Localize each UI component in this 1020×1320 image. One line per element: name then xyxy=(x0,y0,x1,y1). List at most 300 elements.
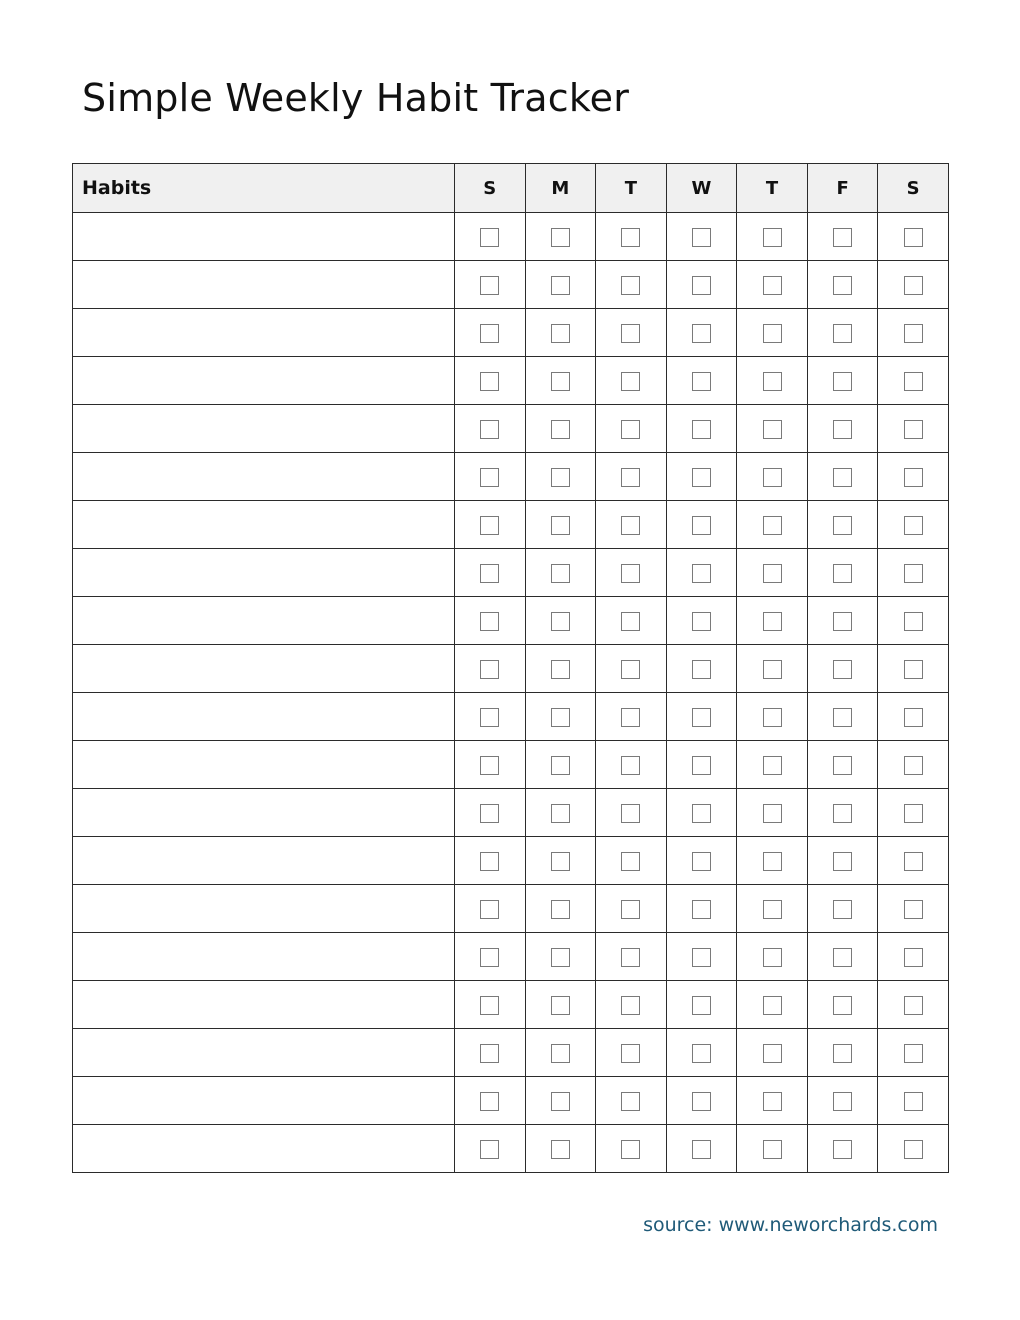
day-cell-saturday xyxy=(878,261,949,309)
habit-checkbox[interactable] xyxy=(621,708,640,727)
habit-checkbox[interactable] xyxy=(551,900,570,919)
habit-checkbox[interactable] xyxy=(833,420,852,439)
day-cell-wednesday xyxy=(666,693,737,741)
day-cell-friday xyxy=(807,597,878,645)
habit-checkbox[interactable] xyxy=(480,1092,499,1111)
habit-checkbox[interactable] xyxy=(763,324,782,343)
habit-name-cell[interactable] xyxy=(73,981,455,1029)
habit-checkbox[interactable] xyxy=(480,612,499,631)
day-cell-friday xyxy=(807,309,878,357)
habit-checkbox[interactable] xyxy=(904,804,923,823)
habit-name-cell[interactable] xyxy=(73,1077,455,1125)
habit-checkbox[interactable] xyxy=(833,276,852,295)
day-cell-tuesday xyxy=(596,789,667,837)
day-cell-thursday xyxy=(737,1077,808,1125)
habit-checkbox[interactable] xyxy=(904,516,923,535)
habit-checkbox[interactable] xyxy=(763,1044,782,1063)
habit-checkbox[interactable] xyxy=(692,612,711,631)
habit-checkbox[interactable] xyxy=(904,372,923,391)
table-row xyxy=(73,789,949,837)
day-cell-saturday xyxy=(878,309,949,357)
habit-checkbox[interactable] xyxy=(904,1092,923,1111)
day-cell-tuesday xyxy=(596,213,667,261)
habit-checkbox[interactable] xyxy=(833,948,852,967)
habit-name-cell[interactable] xyxy=(73,453,455,501)
day-cell-wednesday xyxy=(666,357,737,405)
habit-checkbox[interactable] xyxy=(551,756,570,775)
habit-name-cell[interactable] xyxy=(73,885,455,933)
habit-name-cell[interactable] xyxy=(73,693,455,741)
habit-checkbox[interactable] xyxy=(833,612,852,631)
day-cell-saturday xyxy=(878,405,949,453)
habit-checkbox[interactable] xyxy=(692,516,711,535)
habit-checkbox[interactable] xyxy=(763,276,782,295)
day-cell-friday xyxy=(807,213,878,261)
day-cell-sunday xyxy=(455,357,526,405)
habit-checkbox[interactable] xyxy=(551,660,570,679)
day-cell-sunday xyxy=(455,789,526,837)
habit-checkbox[interactable] xyxy=(692,1044,711,1063)
habit-checkbox[interactable] xyxy=(692,1140,711,1159)
day-cell-monday xyxy=(525,213,596,261)
day-cell-wednesday xyxy=(666,741,737,789)
habit-checkbox[interactable] xyxy=(833,228,852,247)
table-row xyxy=(73,357,949,405)
habit-checkbox[interactable] xyxy=(621,324,640,343)
habit-name-cell[interactable] xyxy=(73,933,455,981)
habit-checkbox[interactable] xyxy=(904,900,923,919)
day-cell-monday xyxy=(525,309,596,357)
day-cell-tuesday xyxy=(596,453,667,501)
habit-name-cell[interactable] xyxy=(73,309,455,357)
day-cell-tuesday xyxy=(596,1077,667,1125)
habit-checkbox[interactable] xyxy=(480,1140,499,1159)
habit-checkbox[interactable] xyxy=(763,804,782,823)
habit-checkbox[interactable] xyxy=(833,852,852,871)
day-cell-thursday xyxy=(737,309,808,357)
habit-checkbox[interactable] xyxy=(692,324,711,343)
habit-checkbox[interactable] xyxy=(621,804,640,823)
habit-checkbox[interactable] xyxy=(904,564,923,583)
habit-tracker-table xyxy=(72,163,949,1173)
habit-checkbox[interactable] xyxy=(692,228,711,247)
habit-name-cell[interactable] xyxy=(73,837,455,885)
day-cell-saturday xyxy=(878,1125,949,1173)
day-cell-friday xyxy=(807,405,878,453)
habit-checkbox[interactable] xyxy=(692,852,711,871)
habit-checkbox[interactable] xyxy=(833,516,852,535)
day-cell-monday xyxy=(525,789,596,837)
day-cell-friday xyxy=(807,1029,878,1077)
habit-checkbox[interactable] xyxy=(551,564,570,583)
day-cell-monday xyxy=(525,741,596,789)
day-cell-monday xyxy=(525,453,596,501)
day-cell-tuesday xyxy=(596,261,667,309)
table-row xyxy=(73,213,949,261)
day-cell-thursday xyxy=(737,981,808,1029)
habit-name-cell[interactable] xyxy=(73,597,455,645)
day-header-wednesday: W xyxy=(666,164,737,213)
habit-rows xyxy=(73,213,949,1173)
habit-checkbox[interactable] xyxy=(621,468,640,487)
day-cell-thursday xyxy=(737,597,808,645)
day-cell-sunday xyxy=(455,405,526,453)
habit-checkbox[interactable] xyxy=(692,468,711,487)
habit-checkbox[interactable] xyxy=(480,228,499,247)
habit-checkbox[interactable] xyxy=(692,996,711,1015)
page-title: Simple Weekly Habit Tracker xyxy=(82,76,630,120)
habit-checkbox[interactable] xyxy=(763,660,782,679)
day-cell-wednesday xyxy=(666,213,737,261)
day-cell-saturday xyxy=(878,741,949,789)
habit-checkbox[interactable] xyxy=(692,1092,711,1111)
day-cell-wednesday xyxy=(666,597,737,645)
habit-checkbox[interactable] xyxy=(480,276,499,295)
habit-checkbox[interactable] xyxy=(551,708,570,727)
day-cell-wednesday xyxy=(666,261,737,309)
habit-checkbox[interactable] xyxy=(904,324,923,343)
habit-checkbox[interactable] xyxy=(480,324,499,343)
habit-checkbox[interactable] xyxy=(551,372,570,391)
table-row xyxy=(73,1125,949,1173)
day-cell-wednesday xyxy=(666,1077,737,1125)
day-cell-saturday xyxy=(878,693,949,741)
habit-checkbox[interactable] xyxy=(833,372,852,391)
day-cell-saturday xyxy=(878,789,949,837)
habit-checkbox[interactable] xyxy=(904,996,923,1015)
day-cell-friday xyxy=(807,789,878,837)
day-cell-saturday xyxy=(878,1077,949,1125)
day-cell-thursday xyxy=(737,405,808,453)
day-cell-saturday xyxy=(878,837,949,885)
day-header-sunday: S xyxy=(455,164,526,213)
day-cell-monday xyxy=(525,357,596,405)
day-cell-sunday xyxy=(455,597,526,645)
habit-checkbox[interactable] xyxy=(763,468,782,487)
table-row xyxy=(73,741,949,789)
day-cell-friday xyxy=(807,1125,878,1173)
day-cell-wednesday xyxy=(666,645,737,693)
habit-checkbox[interactable] xyxy=(763,612,782,631)
day-cell-tuesday xyxy=(596,1125,667,1173)
habit-name-cell[interactable] xyxy=(73,213,455,261)
habit-checkbox[interactable] xyxy=(551,1044,570,1063)
table-row xyxy=(73,261,949,309)
day-cell-thursday xyxy=(737,933,808,981)
habit-checkbox[interactable] xyxy=(692,900,711,919)
day-cell-tuesday xyxy=(596,1029,667,1077)
habit-checkbox[interactable] xyxy=(621,756,640,775)
day-cell-tuesday xyxy=(596,837,667,885)
table-row xyxy=(73,597,949,645)
habit-checkbox[interactable] xyxy=(480,708,499,727)
habit-checkbox[interactable] xyxy=(621,372,640,391)
habit-name-cell[interactable] xyxy=(73,501,455,549)
day-cell-monday xyxy=(525,885,596,933)
day-cell-saturday xyxy=(878,597,949,645)
day-cell-saturday xyxy=(878,645,949,693)
habit-checkbox[interactable] xyxy=(621,1092,640,1111)
day-cell-wednesday xyxy=(666,837,737,885)
habit-checkbox[interactable] xyxy=(551,612,570,631)
day-cell-sunday xyxy=(455,213,526,261)
day-cell-thursday xyxy=(737,549,808,597)
habit-checkbox[interactable] xyxy=(621,996,640,1015)
day-cell-monday xyxy=(525,405,596,453)
table-row xyxy=(73,885,949,933)
habit-checkbox[interactable] xyxy=(480,756,499,775)
day-cell-thursday xyxy=(737,453,808,501)
day-cell-tuesday xyxy=(596,741,667,789)
day-cell-friday xyxy=(807,837,878,885)
day-cell-monday xyxy=(525,837,596,885)
habit-checkbox[interactable] xyxy=(692,372,711,391)
day-cell-monday xyxy=(525,981,596,1029)
habit-checkbox[interactable] xyxy=(692,948,711,967)
habit-checkbox[interactable] xyxy=(692,660,711,679)
day-cell-tuesday xyxy=(596,501,667,549)
day-cell-wednesday xyxy=(666,981,737,1029)
habit-checkbox[interactable] xyxy=(551,324,570,343)
day-header-tuesday: T xyxy=(596,164,667,213)
habit-checkbox[interactable] xyxy=(904,708,923,727)
habit-checkbox[interactable] xyxy=(480,564,499,583)
table-row xyxy=(73,1029,949,1077)
table-row xyxy=(73,405,949,453)
habit-checkbox[interactable] xyxy=(551,228,570,247)
habit-checkbox[interactable] xyxy=(480,900,499,919)
habit-checkbox[interactable] xyxy=(551,852,570,871)
header-row xyxy=(73,164,949,213)
day-cell-thursday xyxy=(737,693,808,741)
habit-checkbox[interactable] xyxy=(763,900,782,919)
habit-checkbox[interactable] xyxy=(692,756,711,775)
habit-checkbox[interactable] xyxy=(621,852,640,871)
habit-checkbox[interactable] xyxy=(833,324,852,343)
day-cell-tuesday xyxy=(596,981,667,1029)
habit-checkbox[interactable] xyxy=(904,852,923,871)
habit-checkbox[interactable] xyxy=(833,708,852,727)
habit-checkbox[interactable] xyxy=(763,228,782,247)
day-cell-wednesday xyxy=(666,1029,737,1077)
day-cell-friday xyxy=(807,645,878,693)
habit-name-cell[interactable] xyxy=(73,405,455,453)
habit-checkbox[interactable] xyxy=(692,804,711,823)
day-cell-saturday xyxy=(878,213,949,261)
habit-checkbox[interactable] xyxy=(833,1092,852,1111)
day-cell-friday xyxy=(807,549,878,597)
habit-checkbox[interactable] xyxy=(904,948,923,967)
day-cell-friday xyxy=(807,933,878,981)
habit-checkbox[interactable] xyxy=(763,564,782,583)
table-row xyxy=(73,453,949,501)
habit-checkbox[interactable] xyxy=(763,1092,782,1111)
habit-checkbox[interactable] xyxy=(833,900,852,919)
day-cell-monday xyxy=(525,1077,596,1125)
day-cell-tuesday xyxy=(596,693,667,741)
habit-checkbox[interactable] xyxy=(551,516,570,535)
day-cell-monday xyxy=(525,933,596,981)
habit-checkbox[interactable] xyxy=(551,1140,570,1159)
habit-checkbox[interactable] xyxy=(551,276,570,295)
day-cell-tuesday xyxy=(596,309,667,357)
day-cell-friday xyxy=(807,741,878,789)
habits-header: Habits xyxy=(73,164,455,213)
day-cell-thursday xyxy=(737,213,808,261)
table-row xyxy=(73,549,949,597)
day-cell-tuesday xyxy=(596,357,667,405)
habit-name-cell[interactable] xyxy=(73,357,455,405)
habit-checkbox[interactable] xyxy=(692,420,711,439)
day-cell-tuesday xyxy=(596,597,667,645)
day-cell-monday xyxy=(525,693,596,741)
habit-checkbox[interactable] xyxy=(763,756,782,775)
habit-checkbox[interactable] xyxy=(763,708,782,727)
table-row xyxy=(73,837,949,885)
habit-checkbox[interactable] xyxy=(904,276,923,295)
habit-checkbox[interactable] xyxy=(621,900,640,919)
habit-checkbox[interactable] xyxy=(692,276,711,295)
habit-checkbox[interactable] xyxy=(480,516,499,535)
habit-checkbox[interactable] xyxy=(904,612,923,631)
day-cell-saturday xyxy=(878,885,949,933)
habit-checkbox[interactable] xyxy=(833,564,852,583)
day-cell-tuesday xyxy=(596,645,667,693)
habit-checkbox[interactable] xyxy=(621,948,640,967)
habit-checkbox[interactable] xyxy=(480,852,499,871)
habit-checkbox[interactable] xyxy=(692,564,711,583)
day-cell-monday xyxy=(525,1029,596,1077)
habit-name-cell[interactable] xyxy=(73,549,455,597)
habit-checkbox[interactable] xyxy=(763,948,782,967)
habit-checkbox[interactable] xyxy=(480,372,499,391)
day-cell-monday xyxy=(525,1125,596,1173)
habit-checkbox[interactable] xyxy=(763,852,782,871)
habit-checkbox[interactable] xyxy=(692,708,711,727)
habit-checkbox[interactable] xyxy=(763,1140,782,1159)
day-cell-sunday xyxy=(455,885,526,933)
day-cell-friday xyxy=(807,453,878,501)
habit-checkbox[interactable] xyxy=(621,420,640,439)
habit-checkbox[interactable] xyxy=(480,660,499,679)
habit-checkbox[interactable] xyxy=(551,420,570,439)
habit-checkbox[interactable] xyxy=(621,1044,640,1063)
habit-name-cell[interactable] xyxy=(73,645,455,693)
day-cell-sunday xyxy=(455,549,526,597)
day-cell-wednesday xyxy=(666,405,737,453)
day-cell-sunday xyxy=(455,261,526,309)
habit-checkbox[interactable] xyxy=(833,1140,852,1159)
day-cell-sunday xyxy=(455,1029,526,1077)
day-cell-monday xyxy=(525,549,596,597)
habit-checkbox[interactable] xyxy=(621,276,640,295)
day-cell-thursday xyxy=(737,1029,808,1077)
day-cell-tuesday xyxy=(596,885,667,933)
habit-checkbox[interactable] xyxy=(833,804,852,823)
day-header-saturday: S xyxy=(878,164,949,213)
day-cell-monday xyxy=(525,597,596,645)
day-cell-wednesday xyxy=(666,501,737,549)
day-cell-monday xyxy=(525,645,596,693)
habit-checkbox[interactable] xyxy=(551,468,570,487)
habit-checkbox[interactable] xyxy=(621,612,640,631)
day-cell-thursday xyxy=(737,885,808,933)
habit-checkbox[interactable] xyxy=(763,420,782,439)
day-cell-wednesday xyxy=(666,789,737,837)
table-row xyxy=(73,501,949,549)
habit-checkbox[interactable] xyxy=(480,948,499,967)
habit-checkbox[interactable] xyxy=(621,564,640,583)
habit-checkbox[interactable] xyxy=(551,1092,570,1111)
habit-name-cell[interactable] xyxy=(73,261,455,309)
habit-name-cell[interactable] xyxy=(73,741,455,789)
habit-checkbox[interactable] xyxy=(904,1140,923,1159)
habit-checkbox[interactable] xyxy=(904,1044,923,1063)
day-cell-friday xyxy=(807,357,878,405)
day-cell-friday xyxy=(807,501,878,549)
habit-checkbox[interactable] xyxy=(833,468,852,487)
day-cell-sunday xyxy=(455,693,526,741)
day-cell-thursday xyxy=(737,1125,808,1173)
day-cell-monday xyxy=(525,261,596,309)
day-cell-saturday xyxy=(878,501,949,549)
habit-checkbox[interactable] xyxy=(551,948,570,967)
day-cell-friday xyxy=(807,885,878,933)
day-cell-sunday xyxy=(455,645,526,693)
habit-checkbox[interactable] xyxy=(621,1140,640,1159)
habit-name-cell[interactable] xyxy=(73,789,455,837)
day-cell-sunday xyxy=(455,309,526,357)
day-cell-wednesday xyxy=(666,1125,737,1173)
day-header-friday: F xyxy=(807,164,878,213)
habit-checkbox[interactable] xyxy=(763,516,782,535)
habit-checkbox[interactable] xyxy=(551,996,570,1015)
habit-name-cell[interactable] xyxy=(73,1125,455,1173)
habit-checkbox[interactable] xyxy=(551,804,570,823)
habit-checkbox[interactable] xyxy=(904,660,923,679)
day-cell-saturday xyxy=(878,1029,949,1077)
day-cell-thursday xyxy=(737,789,808,837)
day-cell-thursday xyxy=(737,261,808,309)
habit-checkbox[interactable] xyxy=(904,756,923,775)
habit-checkbox[interactable] xyxy=(833,660,852,679)
habit-checkbox[interactable] xyxy=(833,996,852,1015)
habit-checkbox[interactable] xyxy=(833,756,852,775)
day-cell-saturday xyxy=(878,981,949,1029)
habit-checkbox[interactable] xyxy=(480,804,499,823)
habit-checkbox[interactable] xyxy=(621,228,640,247)
habit-checkbox[interactable] xyxy=(621,516,640,535)
habit-checkbox[interactable] xyxy=(480,420,499,439)
habit-checkbox[interactable] xyxy=(904,420,923,439)
habit-name-cell[interactable] xyxy=(73,1029,455,1077)
day-cell-sunday xyxy=(455,501,526,549)
habit-checkbox[interactable] xyxy=(763,996,782,1015)
day-cell-wednesday xyxy=(666,453,737,501)
day-cell-tuesday xyxy=(596,933,667,981)
habit-checkbox[interactable] xyxy=(480,468,499,487)
habit-checkbox[interactable] xyxy=(763,372,782,391)
habit-checkbox[interactable] xyxy=(833,1044,852,1063)
habit-checkbox[interactable] xyxy=(904,468,923,487)
habit-checkbox[interactable] xyxy=(480,996,499,1015)
habit-checkbox[interactable] xyxy=(480,1044,499,1063)
table-row xyxy=(73,309,949,357)
day-cell-saturday xyxy=(878,549,949,597)
habit-checkbox[interactable] xyxy=(904,228,923,247)
habit-checkbox[interactable] xyxy=(621,660,640,679)
day-cell-friday xyxy=(807,1077,878,1125)
